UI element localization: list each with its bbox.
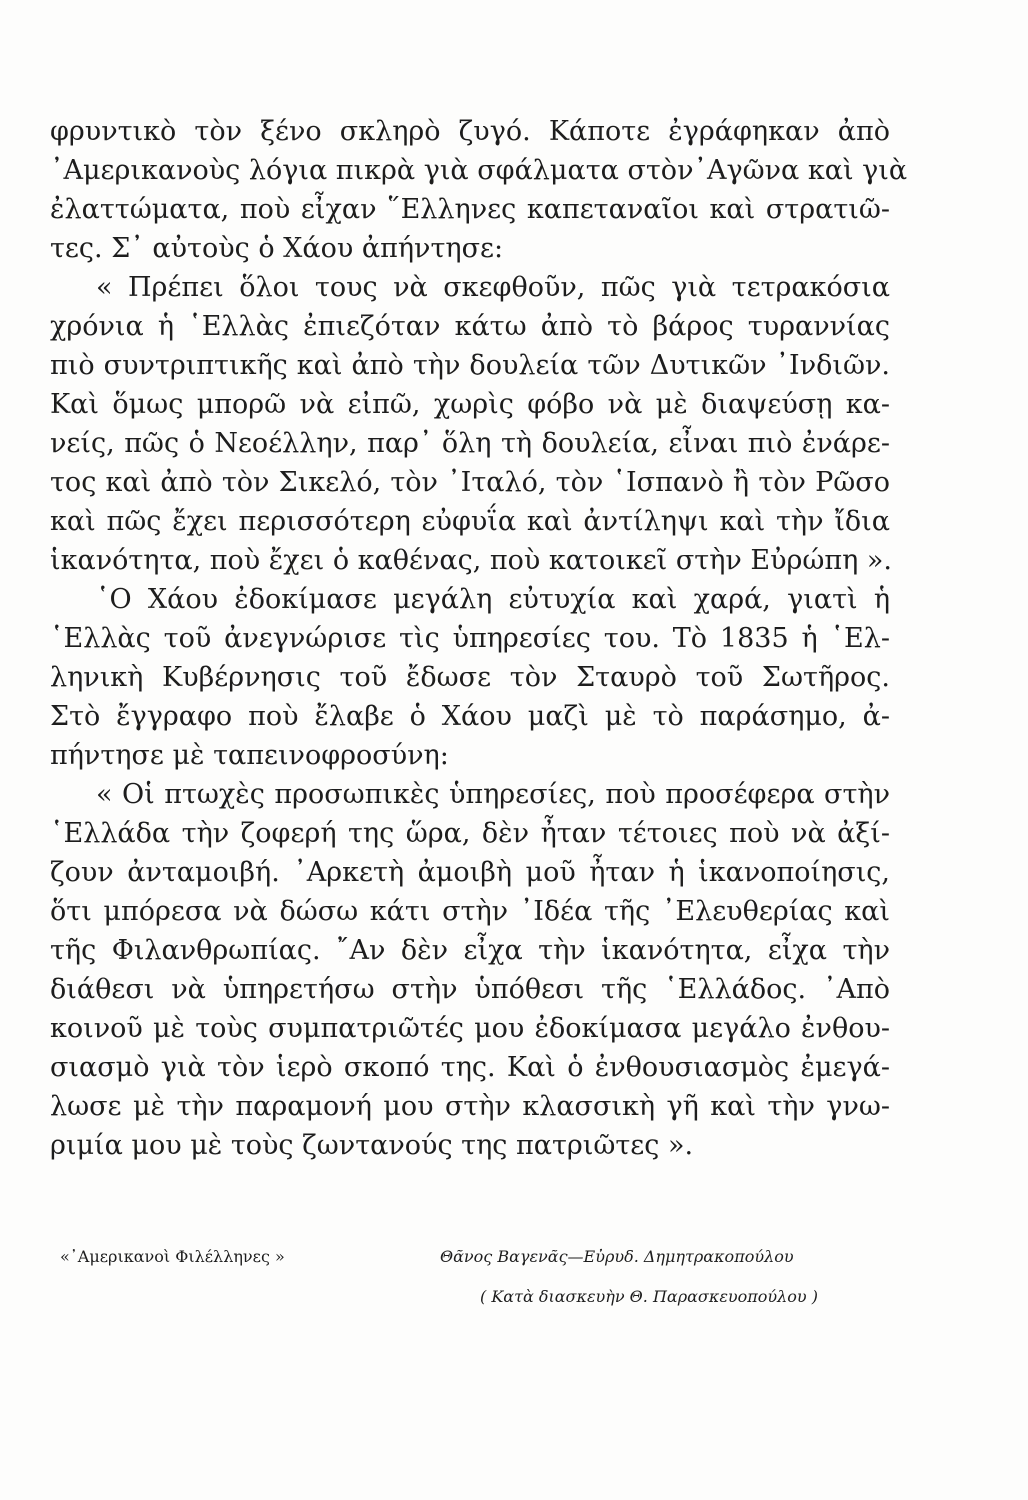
text-line: πήντησε μὲ ταπεινοφροσύνη: bbox=[50, 740, 449, 771]
text-line: τος καὶ ἀπὸ τὸν Σικελό, τὸν ᾿Ιταλό, τὸν ῾Ισπανὸ ἢ τὸν Ρῶσο bbox=[50, 467, 890, 498]
text-line: ὅτι μπόρεσα νὰ δώσω κάτι στὴν ᾿Ιδέα τῆς ᾿Ελευθερίας καὶ bbox=[50, 896, 890, 927]
adaptation-credit: ( Κατὰ διασκευὴν Θ. Παρασκευοπούλου ) bbox=[480, 1287, 818, 1306]
source-authors: Θᾶνος Βαγενᾶς—Εὐρυδ. Δημητρακοπούλου bbox=[440, 1247, 794, 1266]
text-line: ῾Ο Χάου ἐδοκίμασε μεγάλη εὐτυχία καὶ χαρά, γιατὶ ἡ bbox=[96, 584, 890, 615]
source-title: «᾿Αμερικανοὶ Φιλέλληνες » bbox=[60, 1247, 285, 1266]
text-line: ἱκανότητα, ποὺ ἔχει ὁ καθένας, ποὺ κατοικεῖ στὴν Εὐρώπη ». bbox=[50, 545, 893, 576]
text-line: καὶ πῶς ἔχει περισσότερη εὐφυΐα καὶ ἀντίληψι καὶ τὴν ἴδια bbox=[50, 506, 890, 537]
text-line: τῆς Φιλανθρωπίας. ῎Αν δὲν εἶχα τὴν ἱκανότητα, εἶχα τὴν bbox=[50, 935, 890, 966]
text-line: διάθεσι νὰ ὑπηρετήσω στὴν ὑπόθεσι τῆς ῾Ελλάδος. ᾿Απὸ bbox=[50, 974, 890, 1005]
text-line: λωσε μὲ τὴν παραμονή μου στὴν κλασσικὴ γῆ καὶ τὴν γνω- bbox=[50, 1091, 890, 1122]
text-line: Καὶ ὅμως μπορῶ νὰ εἰπῶ, χωρὶς φόβο νὰ μὲ διαψεύσῃ κα- bbox=[50, 389, 890, 420]
text-line: ῾Ελλάδα τὴν ζοφερή της ὥρα, δὲν ἦταν τέτοιες ποὺ νὰ ἀξί- bbox=[50, 818, 890, 849]
text-line: ληνικὴ Κυβέρνησις τοῦ ἔδωσε τὸν Σταυρὸ τοῦ Σωτῆρος. bbox=[50, 662, 890, 693]
text-line: « Πρέπει ὅλοι τους νὰ σκεφθοῦν, πῶς γιὰ τετρακόσια bbox=[96, 272, 890, 303]
main-text bbox=[50, 112, 908, 1165]
text-line: ἐλαττώματα, ποὺ εἶχαν ῞Ελληνες καπεταναῖοι καὶ στρατιῶ- bbox=[50, 194, 890, 225]
text-line: « Οἱ πτωχὲς προσωπικὲς ὑπηρεσίες, ποὺ προσέφερα στὴν bbox=[96, 779, 890, 810]
text-line: ζουν ἀνταμοιβή. ᾿Αρκετὴ ἀμοιβὴ μοῦ ἦταν ἡ ἱκανοποίησις, bbox=[50, 857, 890, 888]
text-line: σιασμὸ γιὰ τὸν ἱερὸ σκοπό της. Καὶ ὁ ἐνθουσιασμὸς ἐμεγά- bbox=[50, 1052, 890, 1083]
text-line: ᾿Αμερικανοὺς λόγια πικρὰ γιὰ σφάλματα στὸν᾿Αγῶνα καὶ γιὰ bbox=[50, 155, 908, 186]
text-line: ῾Ελλὰς τοῦ ἀνεγνώρισε τὶς ὑπηρεσίες του. Τὸ 1835 ἡ ῾Ελ- bbox=[50, 623, 890, 654]
source-notes bbox=[60, 1247, 910, 1327]
text-line: χρόνια ἡ ῾Ελλὰς ἐπιεζόταν κάτω ἀπὸ τὸ βάρος τυραννίας bbox=[50, 311, 890, 342]
text-line: φρυντικὸ τὸν ξένο σκληρὸ ζυγό. Κάποτε ἐγράφηκαν ἀπὸ bbox=[50, 116, 890, 147]
text-line: Στὸ ἔγγραφο ποὺ ἔλαβε ὁ Χάου μαζὶ μὲ τὸ παράσημο, ἀ- bbox=[50, 701, 890, 732]
text-line: ριμία μου μὲ τοὺς ζωντανούς της πατριῶτες ». bbox=[50, 1130, 694, 1161]
text-line: νείς, πῶς ὁ Νεοέλλην, παρ᾿ ὅλη τὴ δουλεία, εἶναι πιὸ ἐνάρε- bbox=[50, 428, 890, 459]
text-line: τες. Σ᾿ αὐτοὺς ὁ Χάου ἀπήντησε: bbox=[50, 233, 504, 264]
text-line: κοινοῦ μὲ τοὺς συμπατριῶτές μου ἐδοκίμασα μεγάλο ἐνθου- bbox=[50, 1013, 890, 1044]
text-line: πιὸ συντριπτικῆς καὶ ἀπὸ τὴν δουλεία τῶν Δυτικῶν ᾿Ινδιῶν. bbox=[50, 350, 890, 381]
